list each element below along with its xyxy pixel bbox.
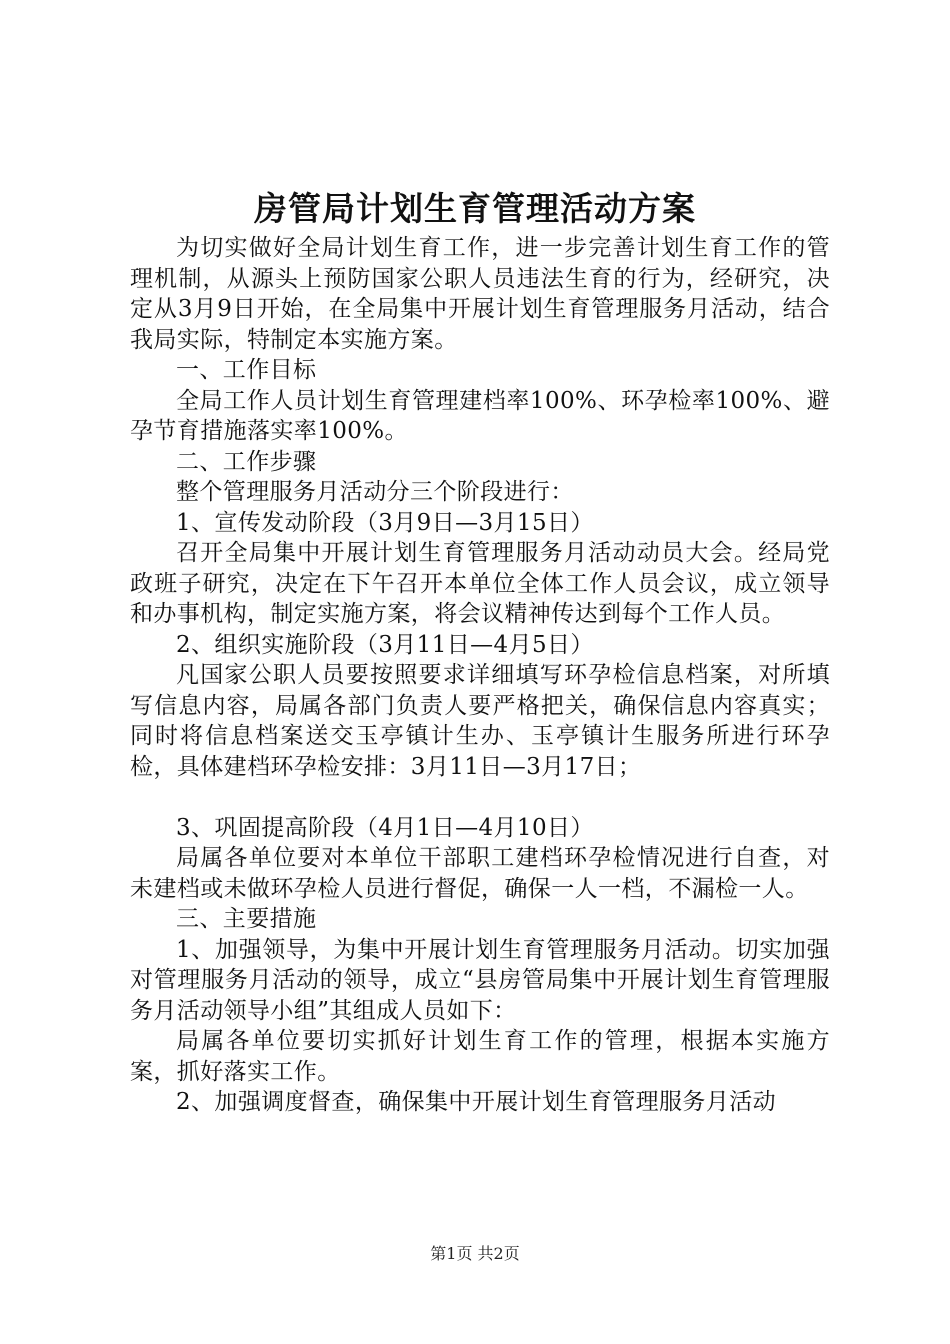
heading-stage-3: 3、巩固提高阶段（4月1日—4月10日） xyxy=(176,814,594,841)
paragraph-measure-1-detail: 局属各单位要切实抓好计划生育工作的管理，根据本实施方案，抓好落实工作。 xyxy=(130,1028,830,1085)
blank-line xyxy=(130,782,830,813)
paragraph-stage-3: 局属各单位要对本单位干部职工建档环孕检情况进行自查，对未建档或未做环孕检人员进行督促，确保一人一档，不漏检一人。 xyxy=(130,845,830,902)
paragraph-steps-intro: 整个管理服务月活动分三个阶段进行： xyxy=(176,479,574,505)
paragraph-intro: 为切实做好全局计划生育工作，进一步完善计划生育工作的管理机制，从源头上预防国家公职人员违法生育的行为，经研究，决定从3月9日开始，在全局集中开展计划生育管理服务月活动，结合我局实际，特制定本实施方案。 xyxy=(130,235,830,353)
paragraph-measure-1: 1、加强领导，为集中开展计划生育管理服务月活动。切实加强对管理服务月活动的领导，成立“县房管局集中开展计划生育管理服务月活动领导小组”其组成人员如下： xyxy=(130,936,830,1024)
document-title: 房管局计划生育管理活动方案 xyxy=(254,189,696,228)
heading-stage-1: 1、宣传发动阶段（3月9日—3月15日） xyxy=(176,509,594,536)
heading-stage-2: 2、组织实施阶段（3月11日—4月5日） xyxy=(176,631,594,658)
paragraph-measure-2: 2、加强调度督查，确保集中开展计划生育管理服务月活动 xyxy=(176,1089,777,1115)
paragraph-stage-2: 凡国家公职人员要按照要求详细填写环孕检信息档案，对所填写信息内容，局属各部门负责人要严格把关，确保信息内容真实；同时将信息档案送交玉亭镇计生办、玉亭镇计生服务所进行环孕检，具体建档环孕检安排：3月11日—3月17日； xyxy=(130,662,830,780)
heading-work-steps: 二、工作步骤 xyxy=(176,448,317,475)
heading-work-goal: 一、工作目标 xyxy=(176,357,317,383)
heading-main-measures: 三、主要措施 xyxy=(176,906,317,932)
document-body xyxy=(130,233,830,1118)
paragraph-work-goal: 全局工作人员计划生育管理建档率100%、环孕检率100%、避孕节育措施落实率100%。 xyxy=(130,387,830,444)
page-footer: 第1页 共2页 xyxy=(430,1244,520,1263)
paragraph-stage-1: 召开全局集中开展计划生育管理服务月活动动员大会。经局党政班子研究，决定在下午召开本单位全体工作人员会议，成立领导和办事机构，制定实施方案，将会议精神传达到每个工作人员。 xyxy=(130,540,830,627)
